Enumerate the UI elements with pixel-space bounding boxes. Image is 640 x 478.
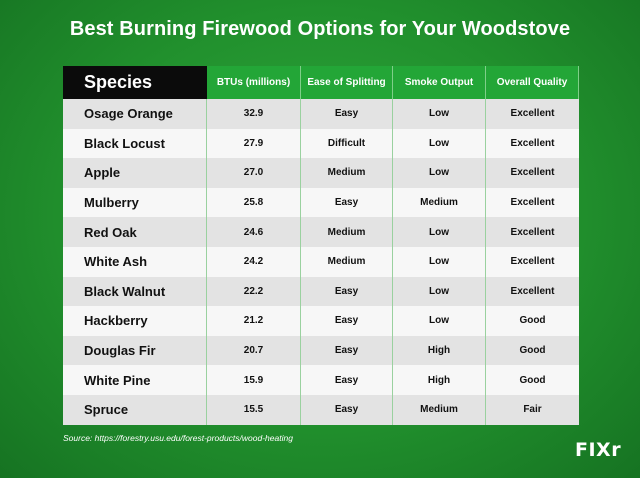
cell-smoke-output: Low [393, 217, 486, 247]
page-title: Best Burning Firewood Options for Your Woodstove [69, 18, 571, 40]
cell-overall-quality: Good [486, 306, 579, 336]
cell-smoke-output: Medium [393, 395, 486, 425]
cell-btus: 24.6 [207, 217, 301, 247]
header-btus: BTUs (millions) [207, 66, 301, 99]
cell-smoke-output: Low [393, 99, 486, 129]
cell-ease-of-splitting: Medium [301, 217, 393, 247]
cell-species: Osage Orange [63, 99, 207, 129]
header-species: Species [63, 66, 207, 99]
header-overall-quality: Overall Quality [486, 66, 579, 99]
table-row [63, 247, 579, 277]
cell-overall-quality: Excellent [486, 247, 579, 277]
cell-smoke-output: Low [393, 277, 486, 307]
cell-overall-quality: Fair [486, 395, 579, 425]
cell-species: Mulberry [63, 188, 207, 218]
header-smoke-output: Smoke Output [393, 66, 486, 99]
table-row [63, 99, 579, 129]
cell-smoke-output: Low [393, 129, 486, 159]
cell-btus: 24.2 [207, 247, 301, 277]
cell-species: Red Oak [63, 217, 207, 247]
cell-ease-of-splitting: Easy [301, 99, 393, 129]
table-body [63, 99, 579, 425]
cell-smoke-output: High [393, 365, 486, 395]
cell-btus: 32.9 [207, 99, 301, 129]
cell-btus: 21.2 [207, 306, 301, 336]
cell-smoke-output: Medium [393, 188, 486, 218]
cell-smoke-output: High [393, 336, 486, 366]
table-row [63, 395, 579, 425]
cell-overall-quality: Excellent [486, 158, 579, 188]
table-row [63, 336, 579, 366]
cell-species: White Ash [63, 247, 207, 277]
table-header-row [63, 66, 579, 99]
table-row [63, 306, 579, 336]
cell-overall-quality: Excellent [486, 188, 579, 218]
cell-ease-of-splitting: Medium [301, 247, 393, 277]
cell-btus: 22.2 [207, 277, 301, 307]
cell-species: Spruce [63, 395, 207, 425]
cell-species: Douglas Fir [63, 336, 207, 366]
cell-btus: 27.0 [207, 158, 301, 188]
cell-overall-quality: Excellent [486, 277, 579, 307]
source-note: Source: https://forestry.usu.edu/forest-products/wood-heating [63, 433, 293, 443]
table-row [63, 365, 579, 395]
table-row [63, 129, 579, 159]
cell-overall-quality: Good [486, 365, 579, 395]
cell-btus: 15.9 [207, 365, 301, 395]
cell-ease-of-splitting: Easy [301, 306, 393, 336]
cell-ease-of-splitting: Easy [301, 336, 393, 366]
cell-overall-quality: Excellent [486, 129, 579, 159]
cell-btus: 27.9 [207, 129, 301, 159]
cell-smoke-output: Low [393, 306, 486, 336]
cell-species: Hackberry [63, 306, 207, 336]
firewood-table [63, 66, 579, 425]
cell-ease-of-splitting: Easy [301, 188, 393, 218]
table-row [63, 158, 579, 188]
cell-species: Black Walnut [63, 277, 207, 307]
header-ease-of-splitting: Ease of Splitting [301, 66, 393, 99]
fixr-logo: FIXr [575, 439, 622, 461]
cell-smoke-output: Low [393, 158, 486, 188]
cell-ease-of-splitting: Medium [301, 158, 393, 188]
cell-ease-of-splitting: Easy [301, 395, 393, 425]
table-row [63, 188, 579, 218]
cell-ease-of-splitting: Easy [301, 277, 393, 307]
cell-overall-quality: Excellent [486, 217, 579, 247]
cell-species: Black Locust [63, 129, 207, 159]
table-row [63, 277, 579, 307]
cell-species: White Pine [63, 365, 207, 395]
cell-overall-quality: Good [486, 336, 579, 366]
cell-btus: 15.5 [207, 395, 301, 425]
cell-ease-of-splitting: Difficult [301, 129, 393, 159]
cell-ease-of-splitting: Easy [301, 365, 393, 395]
cell-btus: 20.7 [207, 336, 301, 366]
table-row [63, 217, 579, 247]
cell-overall-quality: Excellent [486, 99, 579, 129]
cell-smoke-output: Low [393, 247, 486, 277]
cell-species: Apple [63, 158, 207, 188]
cell-btus: 25.8 [207, 188, 301, 218]
